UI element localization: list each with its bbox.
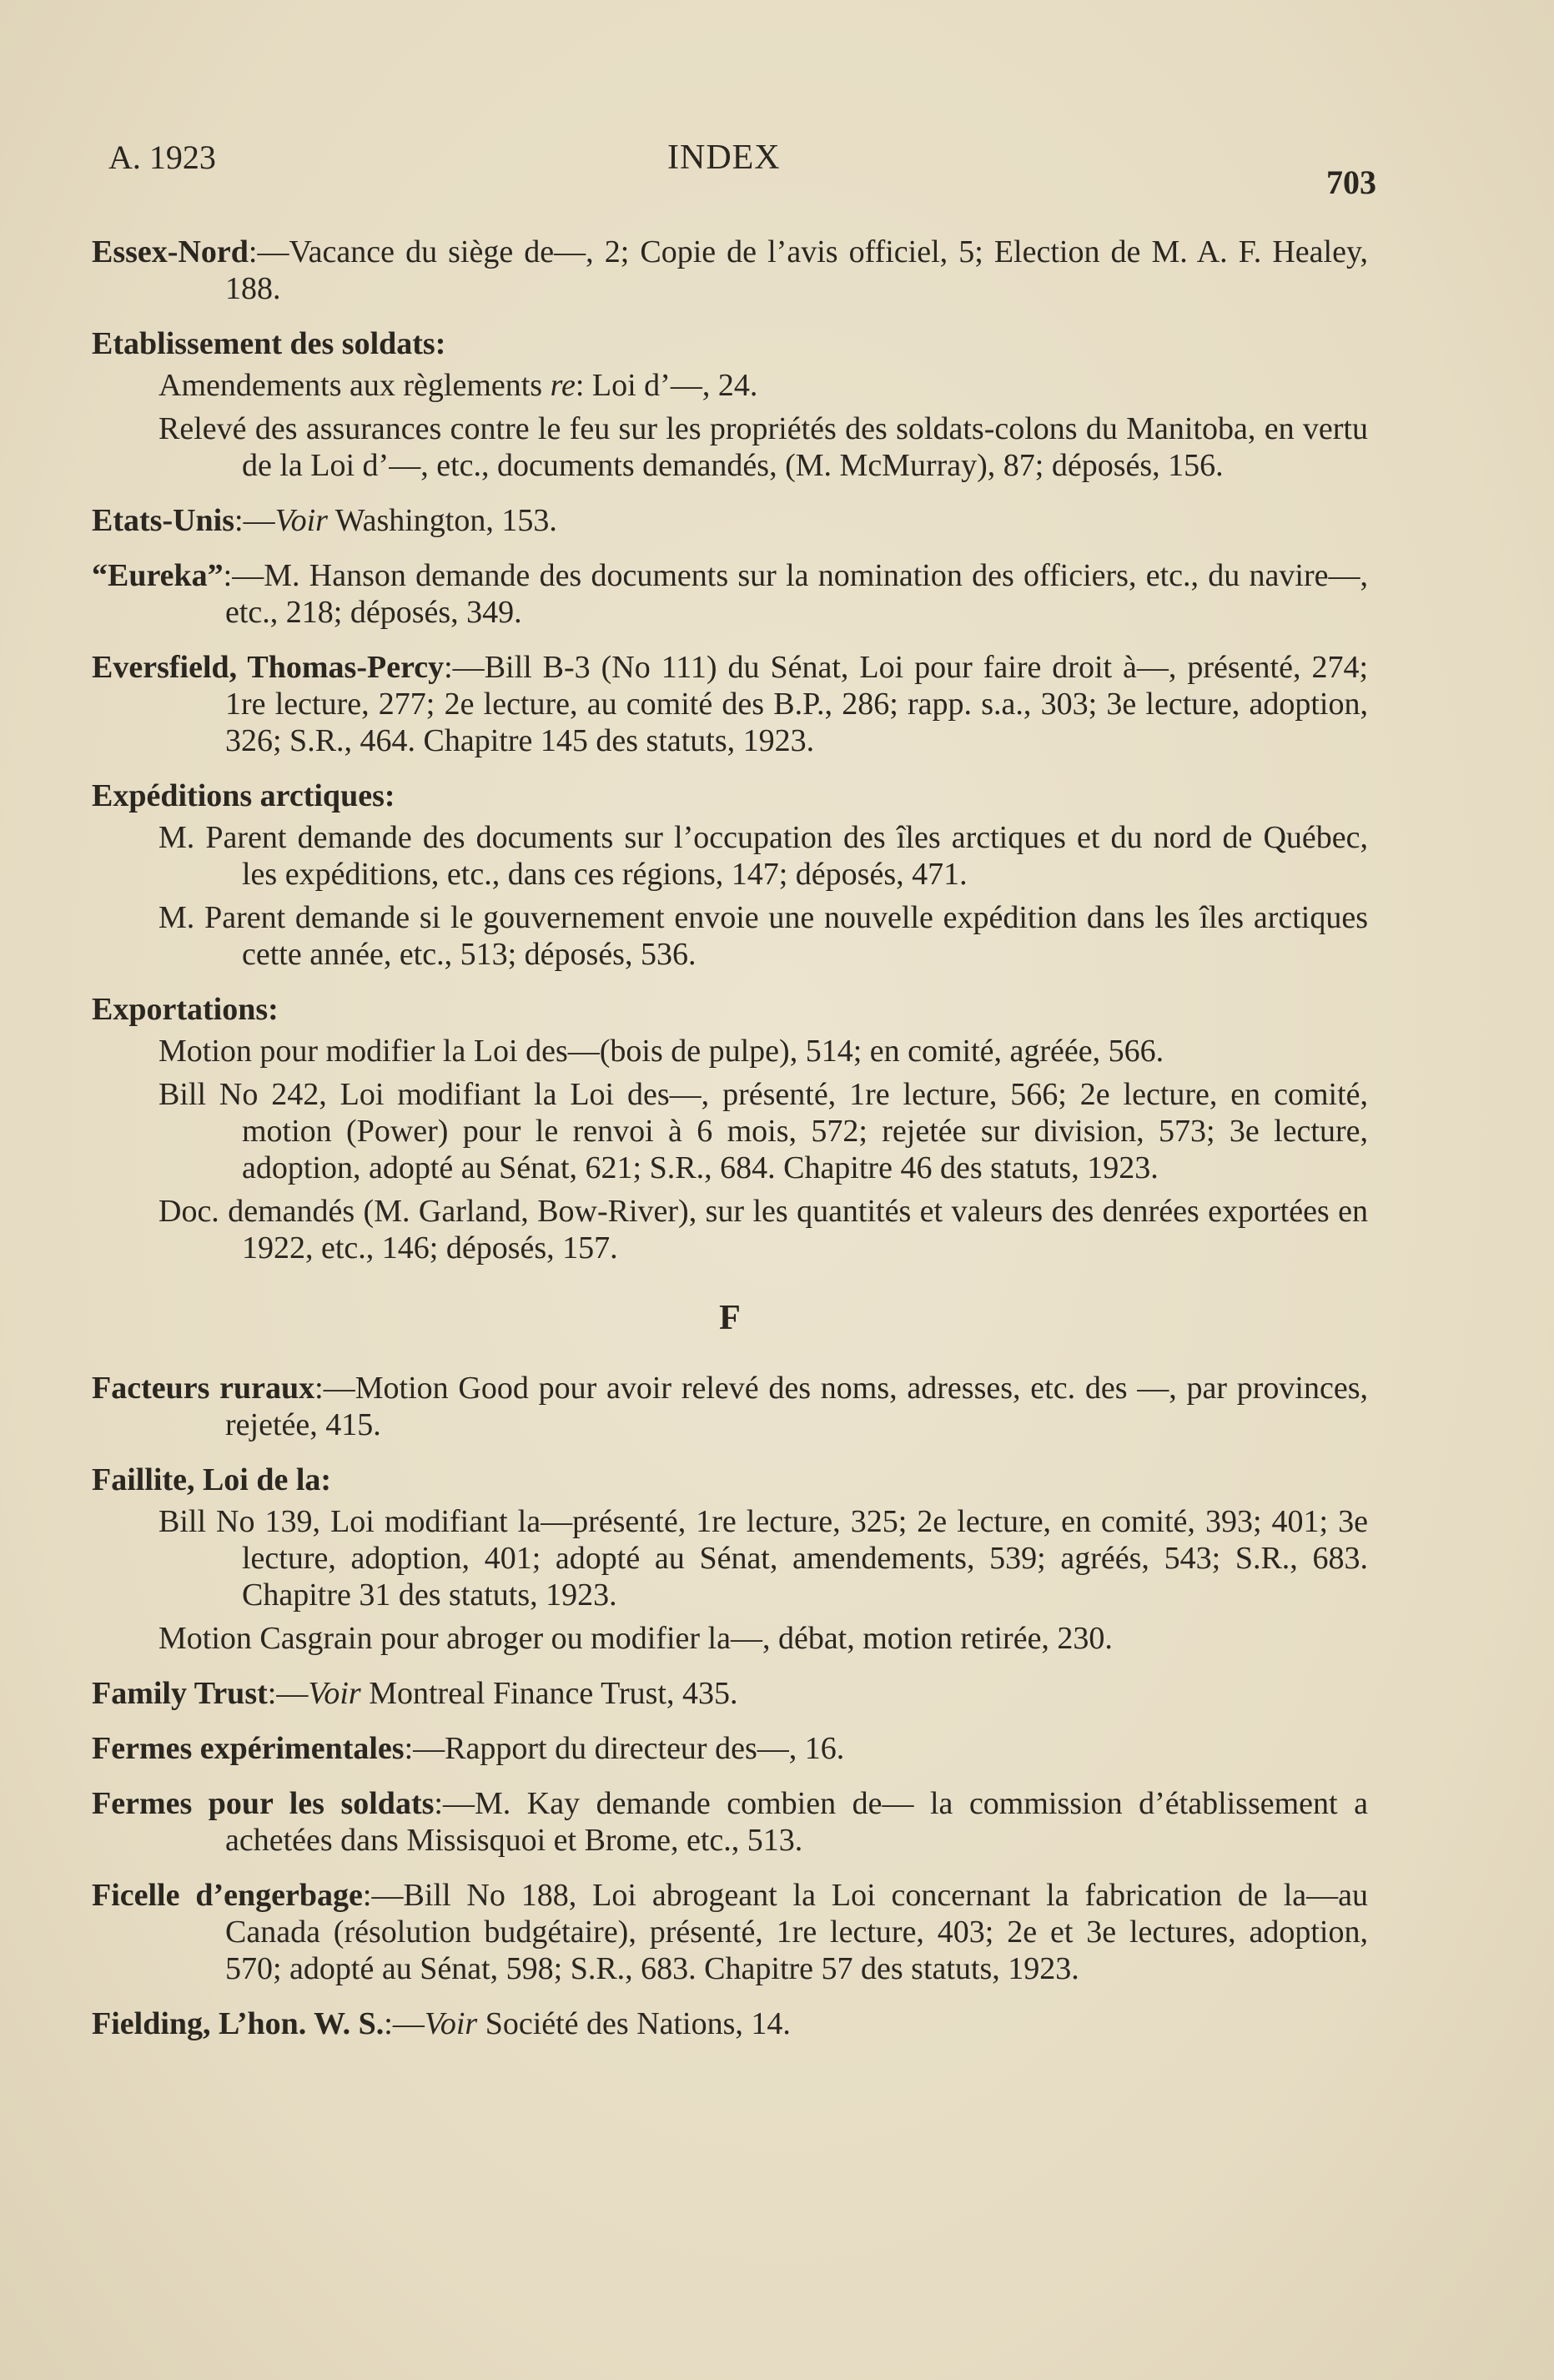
sub-entry: Relevé des assurances contre le feu sur les propriétés des soldats-colons du Manitoba, en vertu de la Loi d’—, etc., documents demandés, (M. McMurray), 87; déposés, 156. bbox=[158, 411, 1368, 483]
index-entry: Facteurs ruraux:—Motion Good pour avoir relevé des noms, adresses, etc. des —, par provinces, rejetée, 415. bbox=[92, 1371, 1369, 1442]
index-entry: Essex-Nord:—Vacance du siège de—, 2; Copie de l’avis officiel, 5; Election de M. A. F. Healey, 188. bbox=[92, 234, 1368, 306]
index-entry: Etats-Unis:—Voir Washington, 153. bbox=[92, 503, 557, 538]
index-entry-group: Faillite, Loi de la: Bill No 139, Loi modifiant la—présenté, 1re lecture, 325; 2e lecture, en comité, 393; 401; 3e lecture, adoption, 401; adopté au Sénat, amendements, 539; agréés, 543; S.R., 683. Chapitre 31 des statuts, 1923. Motion Casgrain pour abroger ou modifier la—, débat, motion retirée, 230. bbox=[92, 1462, 1368, 1656]
sub-entry: M. Parent demande des documents sur l’occupation des îles arctiques et du nord de Québec, les expéditions, etc., dans ces régions, 147; déposés, 471. bbox=[158, 820, 1368, 892]
index-entry: Eversfield, Thomas-Percy:—Bill B-3 (No 111) du Sénat, Loi pour faire droit à—, présenté, 274; 1re lecture, 277; 2e lecture, au comité des B.P., 286; rapp. s.a., 303; 3e lecture, adoption, 326; S.R., 464. Chapitre 145 des statuts, 1923. bbox=[92, 650, 1368, 758]
header-year: A. 1923 bbox=[108, 138, 216, 176]
sub-entry: Doc. demandés (M. Garland, Bow-River), sur les quantités et valeurs des denrées exportées en 1922, etc., 146; déposés, 157. bbox=[158, 1194, 1368, 1265]
sub-entry: M. Parent demande si le gouvernement envoie une nouvelle expédition dans les îles arctiques cette année, etc., 513; déposés, 536. bbox=[158, 900, 1368, 972]
sub-entry: Bill No 139, Loi modifiant la—présenté, 1re lecture, 325; 2e lecture, en comité, 393; 401; 3e lecture, adoption, 401; adopté au Sénat, amendements, 539; agréés, 543; S.R., 683. Chapitre 31 des statuts, 1923. bbox=[158, 1504, 1368, 1613]
index-entry: Family Trust:—Voir Montreal Finance Trust, 435. bbox=[92, 1676, 738, 1711]
index-entry: Fermes expérimentales:—Rapport du directeur des—, 16. bbox=[92, 1731, 845, 1766]
index-entry: Ficelle d’engerbage:—Bill No 188, Loi abrogeant la Loi concernant la fabrication de la—au Canada (résolution budgétaire), présenté, 1re lecture, 403; 2e et 3e lectures, adoption, 570; adopté au Sénat, 598; S.R., 683. Chapitre 57 des statuts, 1923. bbox=[92, 1878, 1368, 1986]
index-content bbox=[92, 234, 1368, 2060]
header-title: INDEX bbox=[667, 138, 781, 177]
index-entry: Fielding, L’hon. W. S.:—Voir Société des Nations, 14. bbox=[92, 2006, 791, 2041]
sub-entry: Motion pour modifier la Loi des—(bois de pulpe), 514; en comité, agréée, 566. bbox=[158, 1034, 1164, 1069]
page-header bbox=[108, 138, 1376, 204]
index-entry-group: Expéditions arctiques: M. Parent demande des documents sur l’occupation des îles arctiques et du nord de Québec, les expéditions, etc., dans ces régions, 147; déposés, 471. M. Parent demande si le gouvernement envoie une nouvelle expédition dans les îles arctiques cette année, etc., 513; déposés, 536. bbox=[92, 778, 1368, 972]
index-entry-group: Exportations: Motion pour modifier la Loi des—(bois de pulpe), 514; en comité, agréée, 566. Bill No 242, Loi modifiant la Loi des—, présenté, 1re lecture, 566; 2e lecture, en comité, motion (Power) pour le renvoi à 6 mois, 572; rejetée sur division, 573; 3e lecture, adoption, adopté au Sénat, 621; S.R., 684. Chapitre 46 des statuts, 1923. Doc. demandés (M. Garland, Bow-River), sur les quantités et valeurs des denrées exportées en 1922, etc., 146; déposés, 157. bbox=[92, 992, 1368, 1265]
index-entry: Fermes pour les soldats:—M. Kay demande combien de— la commission d’établissement a achetées dans Missisquoi et Brome, etc., 513. bbox=[92, 1786, 1368, 1858]
page-number: 703 bbox=[1326, 164, 1376, 201]
index-entry: “Eureka”:—M. Hanson demande des documents sur la nomination des officiers, etc., du navire—, etc., 218; déposés, 349. bbox=[92, 558, 1368, 630]
sub-entry: Motion Casgrain pour abroger ou modifier la—, débat, motion retirée, 230. bbox=[158, 1621, 1113, 1656]
section-letter: F bbox=[719, 1299, 741, 1337]
index-entry-group: Etablissement des soldats: Amendements aux règlements re: Loi d’—, 24. Relevé des assurances contre le feu sur les propriétés des soldats-colons du Manitoba, en vertu de la Loi d’—, etc., documents demandés, (M. McMurray), 87; déposés, 156. bbox=[92, 326, 1368, 483]
sub-entry: Amendements aux règlements re: Loi d’—, 24. bbox=[158, 368, 758, 403]
sub-entry: Bill No 242, Loi modifiant la Loi des—, présenté, 1re lecture, 566; 2e lecture, en comité, motion (Power) pour le renvoi à 6 mois, 572; rejetée sur division, 573; 3e lecture, adoption, adopté au Sénat, 621; S.R., 684. Chapitre 46 des statuts, 1923. bbox=[158, 1077, 1368, 1185]
